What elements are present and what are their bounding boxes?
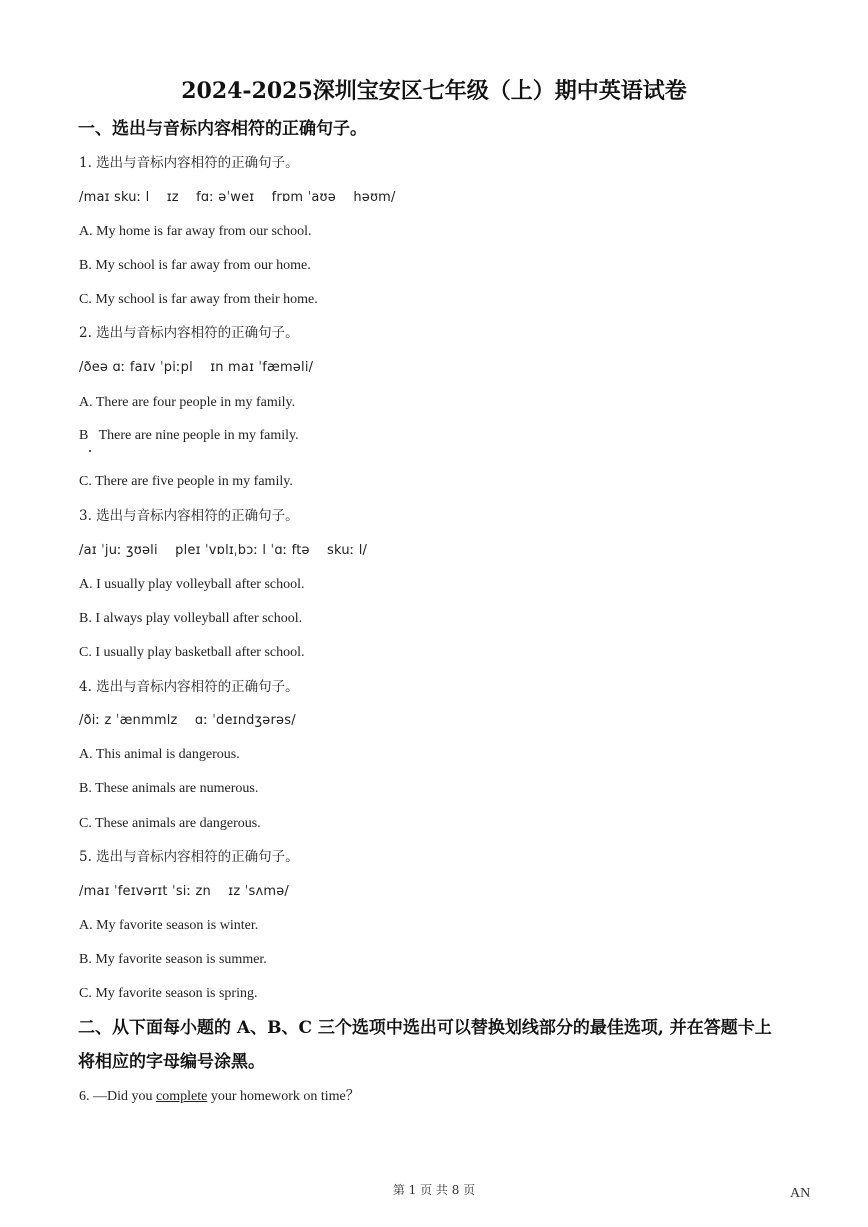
question-3-phonetics: /aɪ ˈjuː ʒʊəli pleɪ ˈvɒlɪˌbɔː l ˈɑː ftə skuː l/ [79, 543, 368, 558]
question-2-option-a: A. There are four people in my family. [79, 395, 296, 410]
question-3-option-a: A. I usually play volleyball after school. [79, 577, 305, 592]
question-2-option-b: B There are nine people in my family. [79, 428, 299, 443]
question-6-stem [79, 1088, 360, 1106]
question-3-stem: 3. 选出与音标内容相符的正确句子。 [79, 508, 299, 524]
scan-dot [89, 450, 91, 452]
question-4-option-c: C. These animals are dangerous. [79, 816, 261, 831]
question-1-stem: 1. 选出与音标内容相符的正确句子。 [79, 155, 299, 171]
question-6-prefix: 6. —Did you [79, 1089, 156, 1104]
question-3-option-b: B. I always play volleyball after school. [79, 611, 303, 626]
question-2-option-c: C. There are five people in my family. [79, 474, 293, 489]
question-4-option-b: B. These animals are numerous. [79, 781, 259, 796]
section-2-heading-line-2: 将相应的字母编号涂黑。 [78, 1052, 265, 1072]
section-2-heading-line-1: 二、从下面每小题的 A、B、C 三个选项中选出可以替换划线部分的最佳选项, 并在答题卡上 [78, 1018, 772, 1038]
question-2-stem: 2. 选出与音标内容相符的正确句子。 [79, 325, 299, 341]
question-1-option-a: A. My home is far away from our school. [79, 224, 312, 239]
question-1-option-c: C. My school is far away from their home. [79, 292, 318, 307]
question-5-option-a: A. My favorite season is winter. [79, 918, 259, 933]
question-5-stem: 5. 选出与音标内容相符的正确句子。 [79, 849, 299, 865]
section-1-heading: 一、选出与音标内容相符的正确句子。 [78, 119, 367, 139]
question-6-suffix: your homework on time？ [207, 1089, 360, 1104]
question-3-option-c: C. I usually play basketball after school. [79, 645, 305, 660]
question-5-option-b: B. My favorite season is summer. [79, 952, 267, 967]
question-1-phonetics: /maɪ skuː l ɪz fɑː əˈweɪ frɒm ˈaʊə həʊm/ [79, 190, 396, 205]
question-4-phonetics: /ðiː z ˈænmmlz ɑː ˈdeɪndʒərəs/ [79, 713, 296, 728]
question-5-option-c: C. My favorite season is spring. [79, 986, 258, 1001]
question-4-option-a: A. This animal is dangerous. [79, 747, 240, 762]
question-4-stem: 4. 选出与音标内容相符的正确句子。 [79, 679, 299, 695]
page-footer: 第 1 页 共 8 页 [392, 1183, 476, 1197]
question-2-phonetics: /ðeə ɑː faɪv ˈpiːpl ɪn maɪ ˈfæməli/ [79, 360, 314, 375]
section-2-heading [78, 1011, 806, 1079]
corner-mark: AN [790, 1186, 811, 1201]
question-6-underlined-word: complete [156, 1089, 208, 1104]
question-5-phonetics: /maɪ ˈfeɪvərɪt ˈsiː zn ɪz ˈsʌmə/ [79, 884, 289, 899]
page-title: 2024-2025深圳宝安区七年级（上）期中英语试卷 [181, 78, 687, 104]
question-1-option-b: B. My school is far away from our home. [79, 258, 311, 273]
